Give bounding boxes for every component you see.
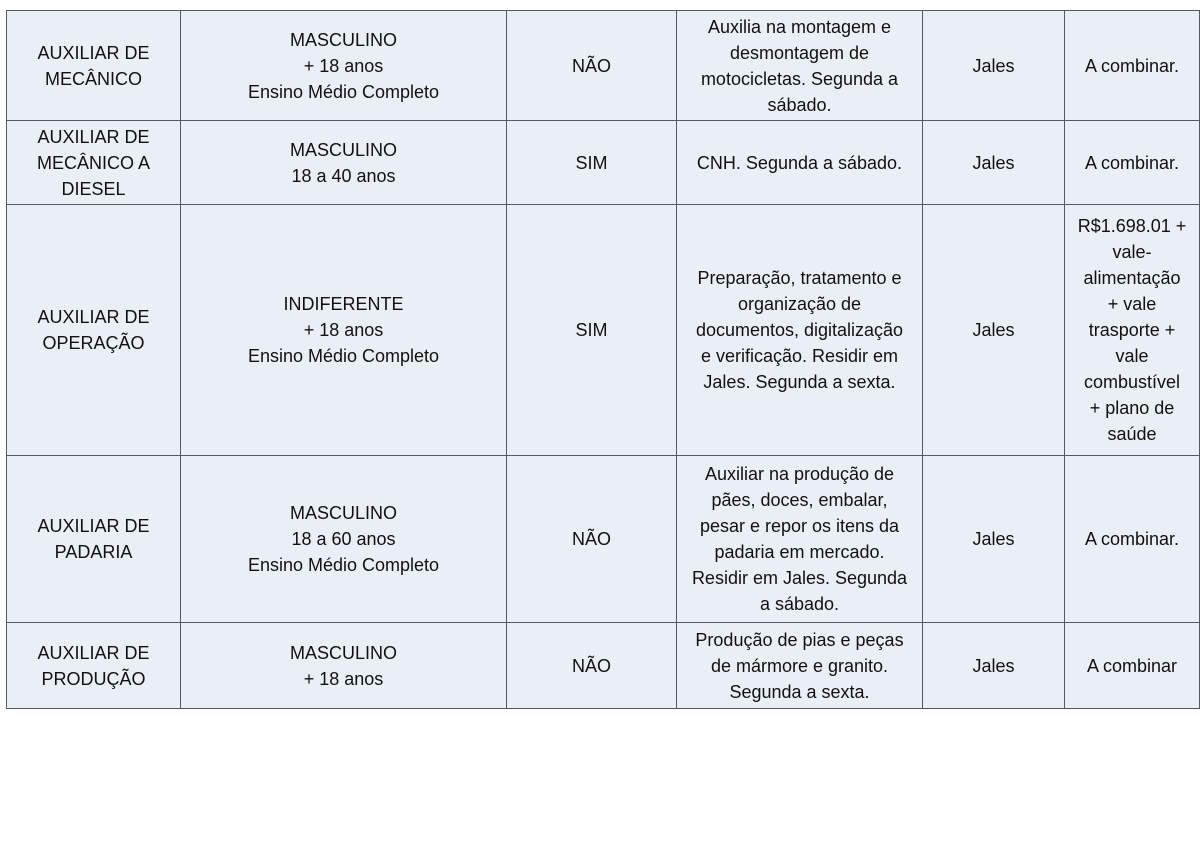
- job-title-cell: AUXILIAR DE MECÂNICO A DIESEL: [7, 121, 181, 205]
- requirements-cell: MASCULINO + 18 anos: [181, 623, 507, 709]
- table-row: [7, 456, 1200, 623]
- table-row: [7, 11, 1200, 121]
- city-cell: Jales: [923, 11, 1065, 121]
- city-cell: Jales: [923, 121, 1065, 205]
- salary-cell: R$1.698.01 + vale- alimentação + vale trasporte + vale combustível + plano de saúde: [1065, 205, 1200, 456]
- experience-cell: NÃO: [507, 623, 677, 709]
- requirements-cell: MASCULINO 18 a 60 anos Ensino Médio Completo: [181, 456, 507, 623]
- job-title-cell: AUXILIAR DE OPERAÇÃO: [7, 205, 181, 456]
- requirements-cell: MASCULINO + 18 anos Ensino Médio Completo: [181, 11, 507, 121]
- salary-cell: A combinar.: [1065, 11, 1200, 121]
- experience-cell: NÃO: [507, 11, 677, 121]
- table-row: [7, 205, 1200, 456]
- requirements-cell: INDIFERENTE + 18 anos Ensino Médio Completo: [181, 205, 507, 456]
- table-row: [7, 623, 1200, 709]
- experience-cell: SIM: [507, 121, 677, 205]
- description-cell: Produção de pias e peças de mármore e granito. Segunda a sexta.: [677, 623, 923, 709]
- salary-cell: A combinar.: [1065, 121, 1200, 205]
- requirements-cell: MASCULINO 18 a 40 anos: [181, 121, 507, 205]
- city-cell: Jales: [923, 205, 1065, 456]
- table-row: [7, 121, 1200, 205]
- salary-cell: A combinar: [1065, 623, 1200, 709]
- description-cell: Auxiliar na produção de pães, doces, embalar, pesar e repor os itens da padaria em mercado. Residir em Jales. Segunda a sábado.: [677, 456, 923, 623]
- experience-cell: NÃO: [507, 456, 677, 623]
- job-title-cell: AUXILIAR DE PRODUÇÃO: [7, 623, 181, 709]
- description-cell: Auxilia na montagem e desmontagem de motocicletas. Segunda a sábado.: [677, 11, 923, 121]
- experience-cell: SIM: [507, 205, 677, 456]
- description-cell: Preparação, tratamento e organização de documentos, digitalização e verificação. Residir em Jales. Segunda a sexta.: [677, 205, 923, 456]
- job-listings-table: [6, 10, 1200, 709]
- city-cell: Jales: [923, 623, 1065, 709]
- city-cell: Jales: [923, 456, 1065, 623]
- job-title-cell: AUXILIAR DE PADARIA: [7, 456, 181, 623]
- salary-cell: A combinar.: [1065, 456, 1200, 623]
- description-cell: CNH. Segunda a sábado.: [677, 121, 923, 205]
- job-title-cell: AUXILIAR DE MECÂNICO: [7, 11, 181, 121]
